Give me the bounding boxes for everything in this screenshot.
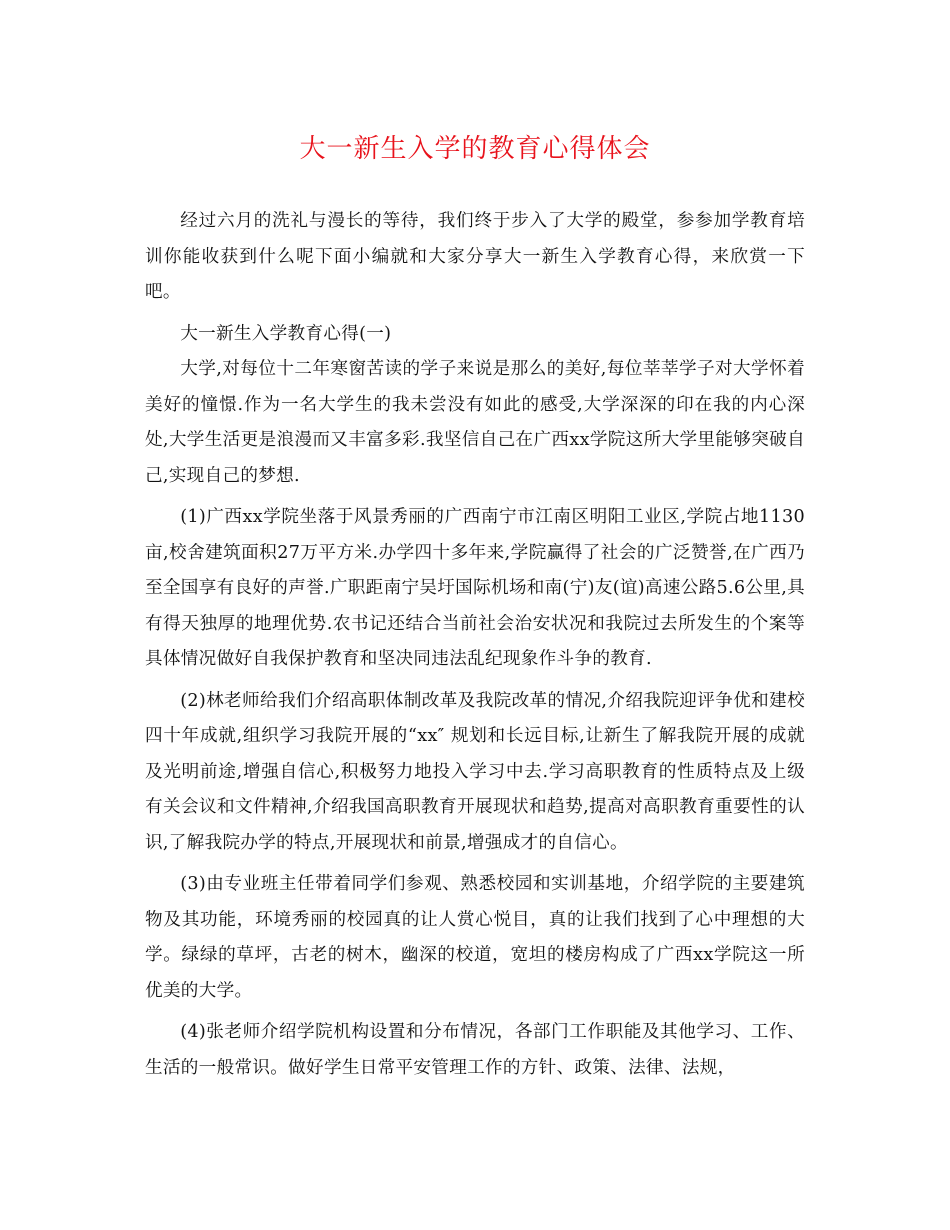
body-paragraph: (4)张老师介绍学院机构设置和分布情况，各部门工作职能及其他学习、工作、生活的一般常识。做好学生日常平安管理工作的方针、政策、法律、法规， bbox=[145, 1022, 805, 1078]
intro-paragraph: 经过六月的洗礼与漫长的等待，我们终于步入了大学的殿堂，参参加学教育培训你能收获到什么呢下面小编就和大家分享大一新生入学教育心得，来欣赏一下吧。 bbox=[145, 211, 805, 302]
document-title: 大一新生入学的教育心得体会 bbox=[299, 134, 651, 164]
body-paragraph: (1)广西xx学院坐落于风景秀丽的广西南宁市江南区明阳工业区,学院占地1130亩,校舍建筑面积27万平方米.办学四十多年来,学院赢得了社会的广泛赞誉,在广西乃至全国享有良好的声誉.广职距南宁吴圩国际机场和南(宁)友(谊)高速公路5.6公里,具有得天独厚的地理优势.农书记还结合当前社会治安状况和我院过去所发生的个案等具体情况做好自我保护教育和坚决同违法乱纪现象作斗争的教育. bbox=[145, 507, 805, 669]
document-body bbox=[145, 204, 805, 1086]
body-paragraph: (2)林老师给我们介绍高职体制改革及我院改革的情况,介绍我院迎评争优和建校四十年成就,组织学习我院开展的“xx″ 规划和长远目标,让新生了解我院开展的成就及光明前途,增强自信心,积极努力地投入学习中去.学习高职教育的性质特点及上级有关会议和文件精神,介绍我国高职教育开展现状和趋势,提高对高职教育重要性的认识,了解我院办学的特点,开展现状和前景,增强成才的自信心。 bbox=[145, 690, 805, 853]
section-heading: 大一新生入学教育心得(一) bbox=[180, 323, 392, 344]
body-paragraph: 大学,对每位十二年寒窗苦读的学子来说是那么的美好,每位莘莘学子对大学怀着美好的憧憬.作为一名大学生的我未尝没有如此的感受,大学深深的印在我的内心深处,大学生活更是浪漫而又丰富多彩.我坚信自己在广西xx学院这所大学里能够突破自己,实现自己的梦想. bbox=[145, 359, 805, 486]
body-paragraph: (3)由专业班主任带着同学们参观、熟悉校园和实训基地，介绍学院的主要建筑物及其功能，环境秀丽的校园真的让人赏心悦目，真的让我们找到了心中理想的大学。绿绿的草坪，古老的树木，幽深的校道，宽坦的楼房构成了广西xx学院这一所优美的大学。 bbox=[145, 874, 805, 1001]
